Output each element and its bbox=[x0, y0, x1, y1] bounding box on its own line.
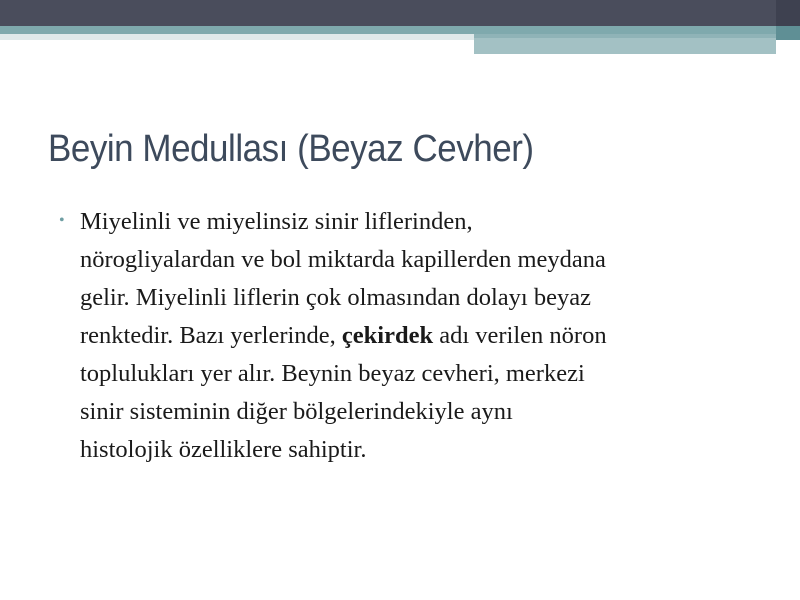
slide-title: Beyin Medullası (Beyaz Cevher) bbox=[48, 128, 534, 170]
bold-term: çekirdek bbox=[341, 322, 434, 349]
header-accent-block-edge bbox=[474, 34, 776, 38]
paragraph-line-6: sinir sisteminin diğer bölgelerindekiyle aynı bbox=[80, 398, 513, 425]
paragraph-line-3: gelir. Miyelinli liflerin çok olmasından dolayı beyaz bbox=[80, 284, 591, 311]
paragraph-line-2: nörogliyalardan ve bol miktarda kapillerden meydana bbox=[80, 246, 606, 273]
paragraph-line-5: toplulukları yer alır. Beynin beyaz cevheri, merkezi bbox=[80, 360, 585, 387]
header-accent-corner bbox=[776, 26, 800, 40]
paragraph-line-1: Miyelinli ve miyelinsiz sinir liflerinden, bbox=[80, 208, 473, 235]
paragraph-line-4-end: adı verilen nöron bbox=[433, 322, 607, 349]
bullet-item bbox=[56, 203, 766, 469]
header-band-corner bbox=[776, 0, 800, 26]
header-accent-strip bbox=[0, 26, 800, 34]
header-light-band bbox=[0, 34, 474, 40]
bullet-icon: • bbox=[59, 212, 65, 229]
paragraph-line-4 bbox=[80, 317, 766, 355]
paragraph-line-4-start: renktedir. Bazı yerlerinde, bbox=[80, 322, 342, 349]
bullet-list bbox=[56, 203, 766, 469]
header-band bbox=[0, 0, 800, 26]
paragraph-line-7: histolojik özelliklere sahiptir. bbox=[80, 436, 367, 463]
